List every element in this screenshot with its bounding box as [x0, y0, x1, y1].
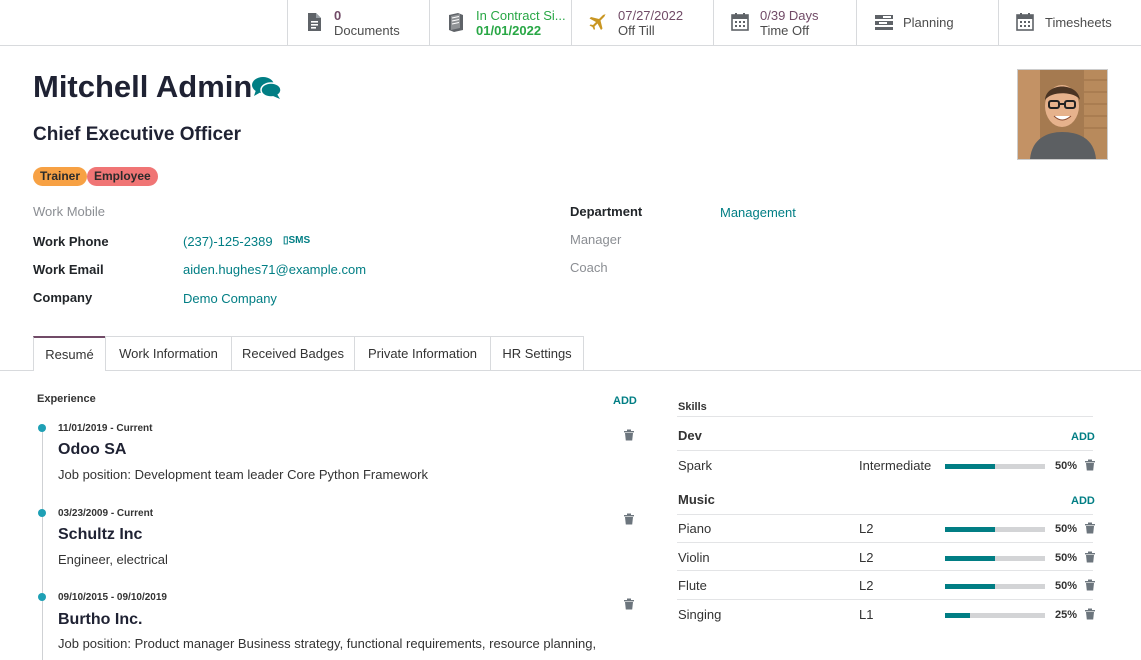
experience-name[interactable]: Schultz Inc	[58, 526, 143, 543]
skill-level: Intermediate	[859, 458, 932, 473]
experience-title: Experience	[37, 393, 96, 405]
plane-icon	[588, 12, 608, 32]
calendar-icon	[730, 12, 750, 32]
timesheets-label: Timesheets	[1045, 15, 1112, 30]
skill-progress-bar	[945, 527, 1045, 532]
skill-level: L2	[859, 521, 874, 536]
employee-avatar[interactable]	[1017, 69, 1108, 160]
experience-desc: Engineer, electrical	[58, 552, 168, 567]
documents-count: 0	[334, 8, 342, 23]
experience-name[interactable]: Odoo SA	[58, 441, 127, 458]
experience-date: 09/10/2015 - 09/10/2019	[58, 592, 167, 603]
department-value[interactable]: Management	[720, 205, 796, 220]
sms-label: SMS	[288, 235, 311, 246]
trash-icon[interactable]	[623, 513, 635, 525]
tab-received-badges[interactable]: Received Badges	[231, 336, 355, 370]
trash-icon[interactable]	[1084, 522, 1096, 534]
timeline-line	[42, 428, 43, 660]
trash-icon[interactable]	[1084, 608, 1096, 620]
time-off-label: Off Till	[618, 23, 655, 38]
divider	[677, 416, 1093, 417]
skill-progress-fill	[945, 556, 995, 561]
skill-group-music: Music	[678, 492, 715, 507]
trash-icon[interactable]	[623, 598, 635, 610]
skill-progress-fill	[945, 584, 995, 589]
experience-date: 11/01/2019 - Current	[58, 423, 153, 434]
calendar-icon	[1015, 12, 1035, 32]
tasks-icon	[873, 12, 895, 32]
manager-label: Manager	[570, 232, 622, 247]
experience-desc: Job position: Development team leader Core Python Framework	[58, 467, 428, 482]
notebook-tabs	[0, 336, 1141, 371]
add-skill-dev-button[interactable]: ADD	[1071, 431, 1095, 443]
contract-button[interactable]	[429, 0, 571, 45]
skill-progress-bar	[945, 613, 1045, 618]
work-email-value[interactable]: aiden.hughes71@example.com	[183, 262, 367, 277]
trash-icon[interactable]	[1084, 459, 1096, 471]
tab-work-information[interactable]: Work Information	[105, 336, 232, 370]
skill-group-dev: Dev	[678, 428, 702, 443]
employee-name[interactable]: Mitchell Admin	[33, 69, 253, 104]
skill-progress-bar	[945, 464, 1045, 469]
skill-name[interactable]: Flute	[678, 578, 707, 593]
tag-employee[interactable]: Employee	[87, 167, 158, 186]
divider	[677, 514, 1093, 515]
timeline-dot	[38, 509, 46, 517]
time-off-date: 07/27/2022	[618, 8, 684, 23]
smart-button-bar	[0, 0, 1141, 46]
timesheets-button[interactable]	[998, 0, 1141, 45]
time-off-days-button[interactable]	[713, 0, 856, 45]
skill-progress-bar	[945, 584, 1045, 589]
tab-resume[interactable]: Resumé	[33, 336, 106, 371]
skill-percent: 50%	[1055, 580, 1078, 592]
divider	[677, 599, 1093, 600]
file-text-icon	[304, 12, 324, 32]
time-off-days: 0/39 Days	[760, 8, 819, 23]
skill-progress-bar	[945, 556, 1045, 561]
contract-line1: In Contract Si...	[476, 8, 566, 23]
work-email-label: Work Email	[33, 262, 104, 277]
skill-percent: 50%	[1055, 523, 1078, 535]
company-value[interactable]: Demo Company	[183, 291, 277, 306]
experience-desc: Job position: Product manager Business strategy, functional requirements, resource planning,	[58, 636, 597, 651]
planning-button[interactable]	[856, 0, 998, 45]
timeline-dot	[38, 593, 46, 601]
skill-percent: 50%	[1055, 552, 1078, 564]
work-phone-value[interactable]: (237)-125-2389	[183, 234, 273, 249]
work-mobile-label: Work Mobile	[33, 204, 106, 219]
time-off-till-button[interactable]	[571, 0, 713, 45]
experience-name[interactable]: Burtho Inc.	[58, 611, 143, 628]
time-off-days-label: Time Off	[760, 23, 810, 38]
skill-progress-fill	[945, 527, 995, 532]
department-label: Department	[570, 204, 643, 219]
timeline-dot	[38, 424, 46, 432]
skill-name[interactable]: Violin	[678, 550, 710, 565]
sms-button[interactable]	[283, 235, 310, 246]
experience-date: 03/23/2009 - Current	[58, 508, 154, 519]
skills-title: Skills	[678, 401, 707, 413]
skill-level: L1	[859, 607, 874, 622]
divider	[677, 542, 1093, 543]
documents-label: Documents	[334, 23, 400, 38]
tab-hr-settings[interactable]: HR Settings	[490, 336, 584, 370]
job-title[interactable]: Chief Executive Officer	[33, 124, 242, 145]
mobile-icon: ▯	[283, 235, 289, 246]
skill-percent: 25%	[1055, 609, 1078, 621]
tag-trainer[interactable]: Trainer	[33, 167, 87, 186]
skill-percent: 50%	[1055, 460, 1078, 472]
trash-icon[interactable]	[1084, 551, 1096, 563]
skill-level: L2	[859, 550, 874, 565]
divider	[677, 570, 1093, 571]
company-label: Company	[33, 290, 93, 305]
skill-progress-fill	[945, 464, 995, 469]
planning-label: Planning	[903, 15, 954, 30]
book-icon	[446, 12, 466, 32]
add-experience-button[interactable]: ADD	[613, 395, 637, 407]
chat-icon[interactable]	[251, 75, 283, 101]
skill-name[interactable]: Singing	[678, 607, 722, 622]
skill-name[interactable]: Piano	[678, 521, 712, 536]
add-skill-music-button[interactable]: ADD	[1071, 495, 1095, 507]
contract-date: 01/01/2022	[476, 23, 542, 38]
skill-name[interactable]: Spark	[678, 458, 712, 473]
divider	[677, 450, 1093, 451]
skill-level: L2	[859, 578, 874, 593]
tab-private-information[interactable]: Private Information	[354, 336, 491, 370]
skill-progress-fill	[945, 613, 970, 618]
work-phone-label: Work Phone	[33, 234, 109, 249]
trash-icon[interactable]	[1084, 579, 1096, 591]
documents-button[interactable]	[287, 0, 429, 45]
trash-icon[interactable]	[623, 429, 635, 441]
coach-label: Coach	[570, 260, 608, 275]
